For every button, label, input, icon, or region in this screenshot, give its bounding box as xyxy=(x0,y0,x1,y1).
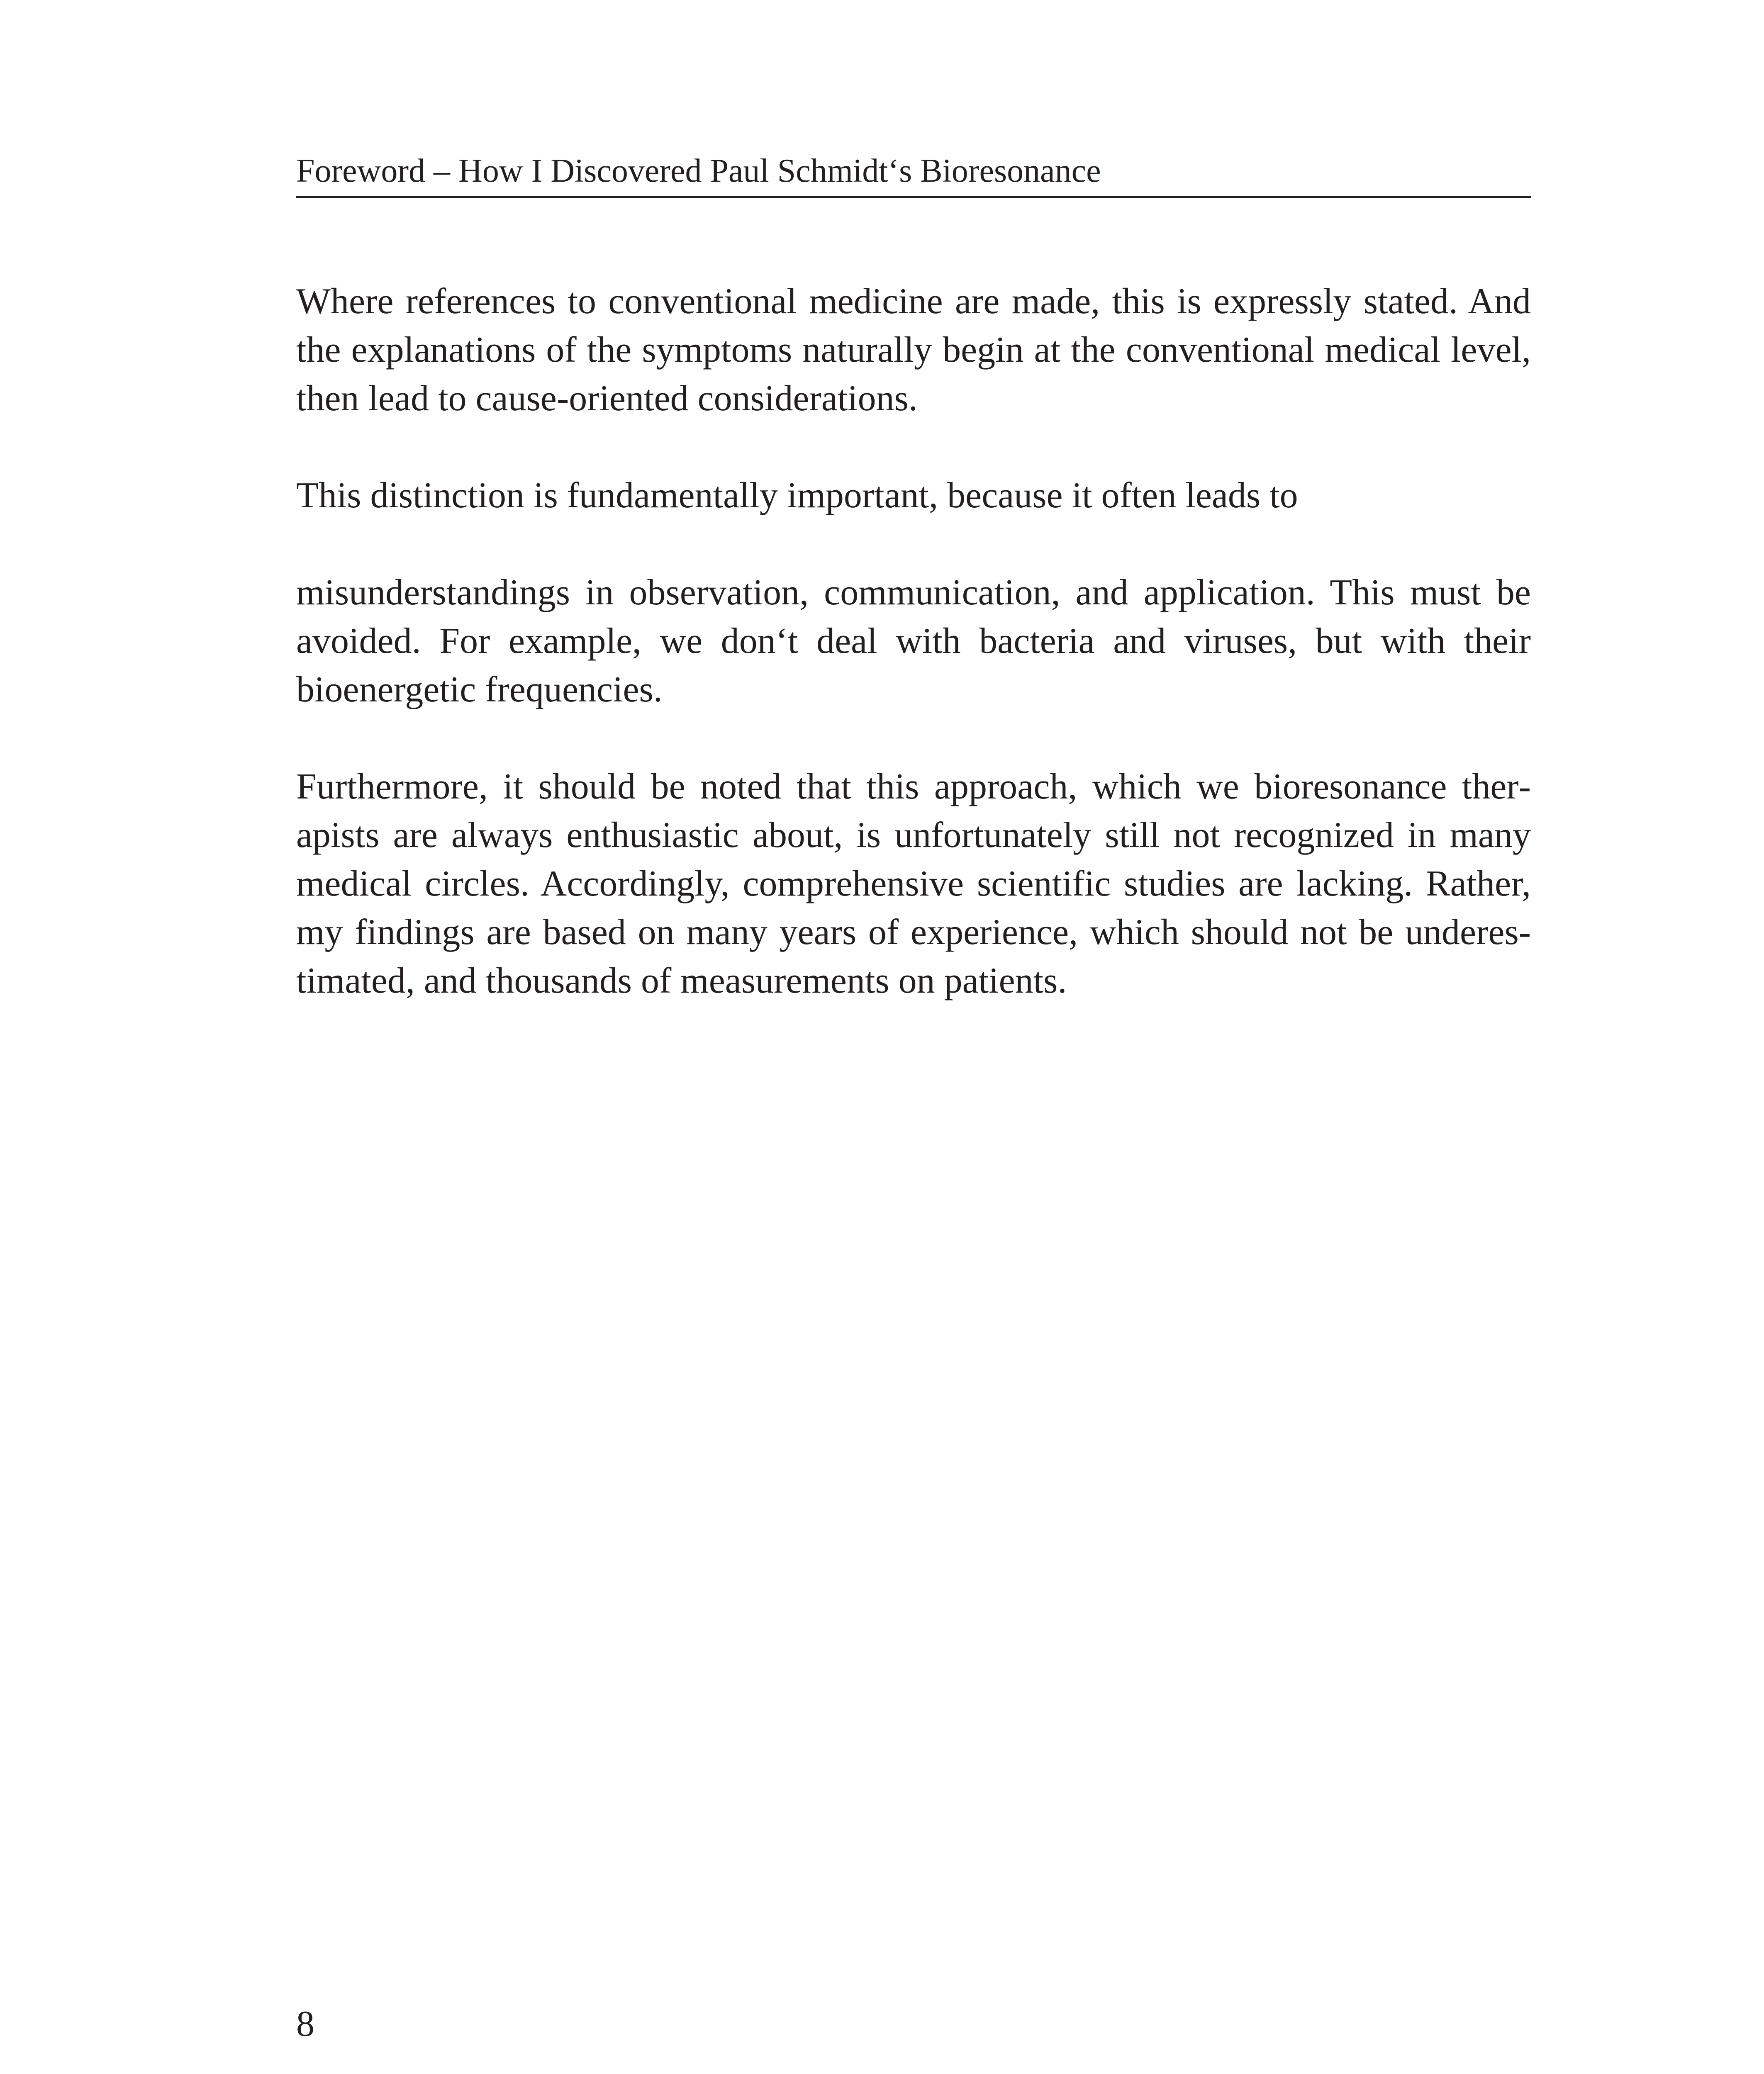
page-number: 8 xyxy=(296,2004,314,2044)
paragraph-furthermore: Furthermore, it should be noted that this approach, which we bioresonance therapists are always enthusiastic about, is unfortunately still not recognized in many medical circles. Accordingly, comprehensive scientific studies are lacking. Rather, my findings are based on many years of experience, which should not be underestimated, and thousands of measurements on patients. xyxy=(296,767,1531,1001)
paragraph-distinction: This distinction is fundamentally important, because it often leads to xyxy=(296,475,1298,516)
running-header-title: Foreword – How I Discovered Paul Schmidt‘s Bioresonance xyxy=(296,153,1101,189)
running-header xyxy=(296,148,1531,198)
paragraph-misunderstandings: misunderstandings in observation, communication, and application. This must be avoided. For example, we don‘t deal with bacteria and viruses, but with their bioenergetic frequencies. xyxy=(296,572,1531,710)
body-text xyxy=(296,277,1531,1005)
paragraph-conventional-medicine: Where references to conventional medicine are made, this is expressly stated. And the explanations of the symptoms naturally begin at the conventional medical level, then lead to cause-oriented considerations. xyxy=(296,281,1531,419)
